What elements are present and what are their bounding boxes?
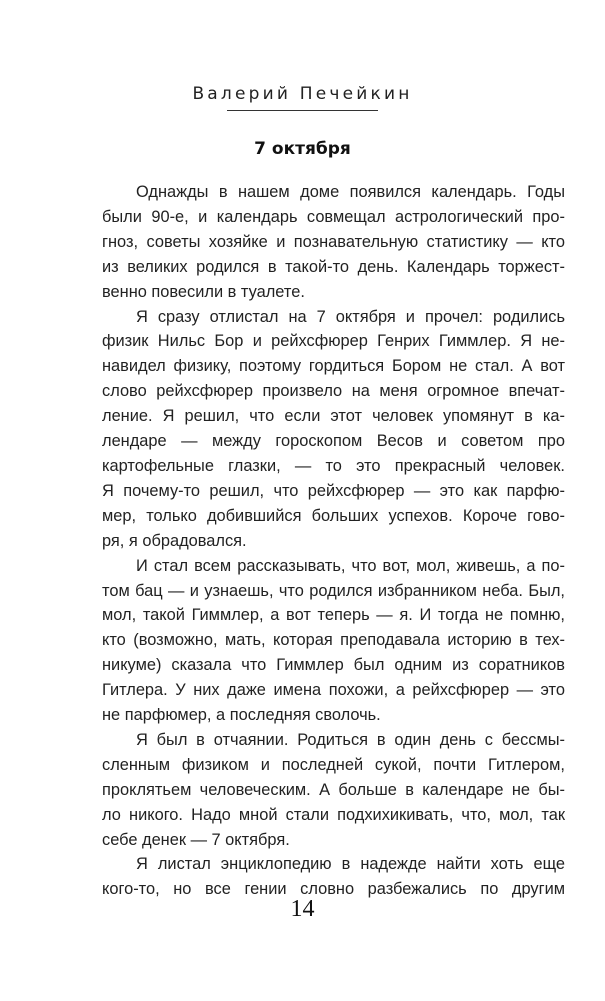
text-line: лендаре — между гороскопом Весов и советом про (102, 432, 565, 451)
text-line: никуме) сказала что Гиммлер был одним из соратников (102, 656, 565, 675)
text-line: Я листал энциклопедию в надежде найти хоть еще (136, 855, 565, 874)
text-line: ление. Я решил, что если этот человек упомянут в ка- (102, 407, 565, 426)
text-line: проклятьем человеческим. А больше в календаре не бы- (102, 780, 565, 799)
text-line: физик Нильс Бор и рейхсфюрер Генрих Гиммлер. Я не- (102, 332, 565, 351)
text-line: слово рейхсфюрер произвело на меня огромное впечат- (102, 382, 565, 401)
text-line: Я сразу отлистал на 7 октября и прочел: родились (136, 307, 565, 326)
text-line: венно повесили в туалете. (102, 282, 305, 301)
text-line: навидел физику, поэтому гордиться Бором не стал. А вот (102, 357, 565, 376)
text-line: Гитлера. У них даже имена похожи, а рейхсфюрер — это (102, 681, 565, 700)
text-line: из великих родился в такой-то день. Календарь торжест- (102, 257, 565, 276)
chapter-title: 7 октября (254, 139, 351, 159)
text-line: ло никого. Надо мной стали подхихикивать, что, мол, так (102, 805, 565, 824)
text-line: гноз, советы хозяйке и познавательную статистику — кто (102, 232, 565, 251)
text-line: кто (возможно, мать, которая преподавала историю в тех- (102, 631, 565, 650)
text-line: том бац — и узнаешь, что родился избранником неба. Был, (102, 581, 565, 600)
body-text (102, 180, 565, 902)
text-line: Я был в отчаянии. Родиться в один день с бессмы- (136, 730, 565, 749)
text-line: кого-то, но все гении словно разбежались по другим (102, 880, 565, 899)
text-line: картофельные глазки, — то это прекрасный человек. (102, 456, 565, 475)
text-line: Я почему-то решил, что рейхсфюрер — это как парфю- (102, 481, 565, 500)
text-line: были 90-е, и календарь совмещал астрологический про- (102, 207, 565, 226)
text-line: сленным физиком и последней сукой, почти Гитлером, (102, 755, 565, 774)
text-line: себе денек — 7 октября. (102, 830, 290, 849)
text-line: не парфюмер, а последняя сволочь. (102, 706, 381, 725)
text-line: мер, только добившийся больших успехов. Короче гово- (102, 506, 565, 525)
text-line: ря, я обрадовался. (102, 531, 247, 550)
running-head-rule (227, 110, 378, 111)
text-line: И стал всем рассказывать, что вот, мол, живешь, а по- (136, 556, 565, 575)
running-head: Валерий Печейкин (192, 84, 413, 104)
text-line: Однажды в нашем доме появился календарь. Годы (136, 183, 565, 201)
text-line: мол, такой Гиммлер, а вот теперь — я. И тогда не помню, (102, 606, 565, 625)
page-number: 14 (290, 896, 315, 922)
